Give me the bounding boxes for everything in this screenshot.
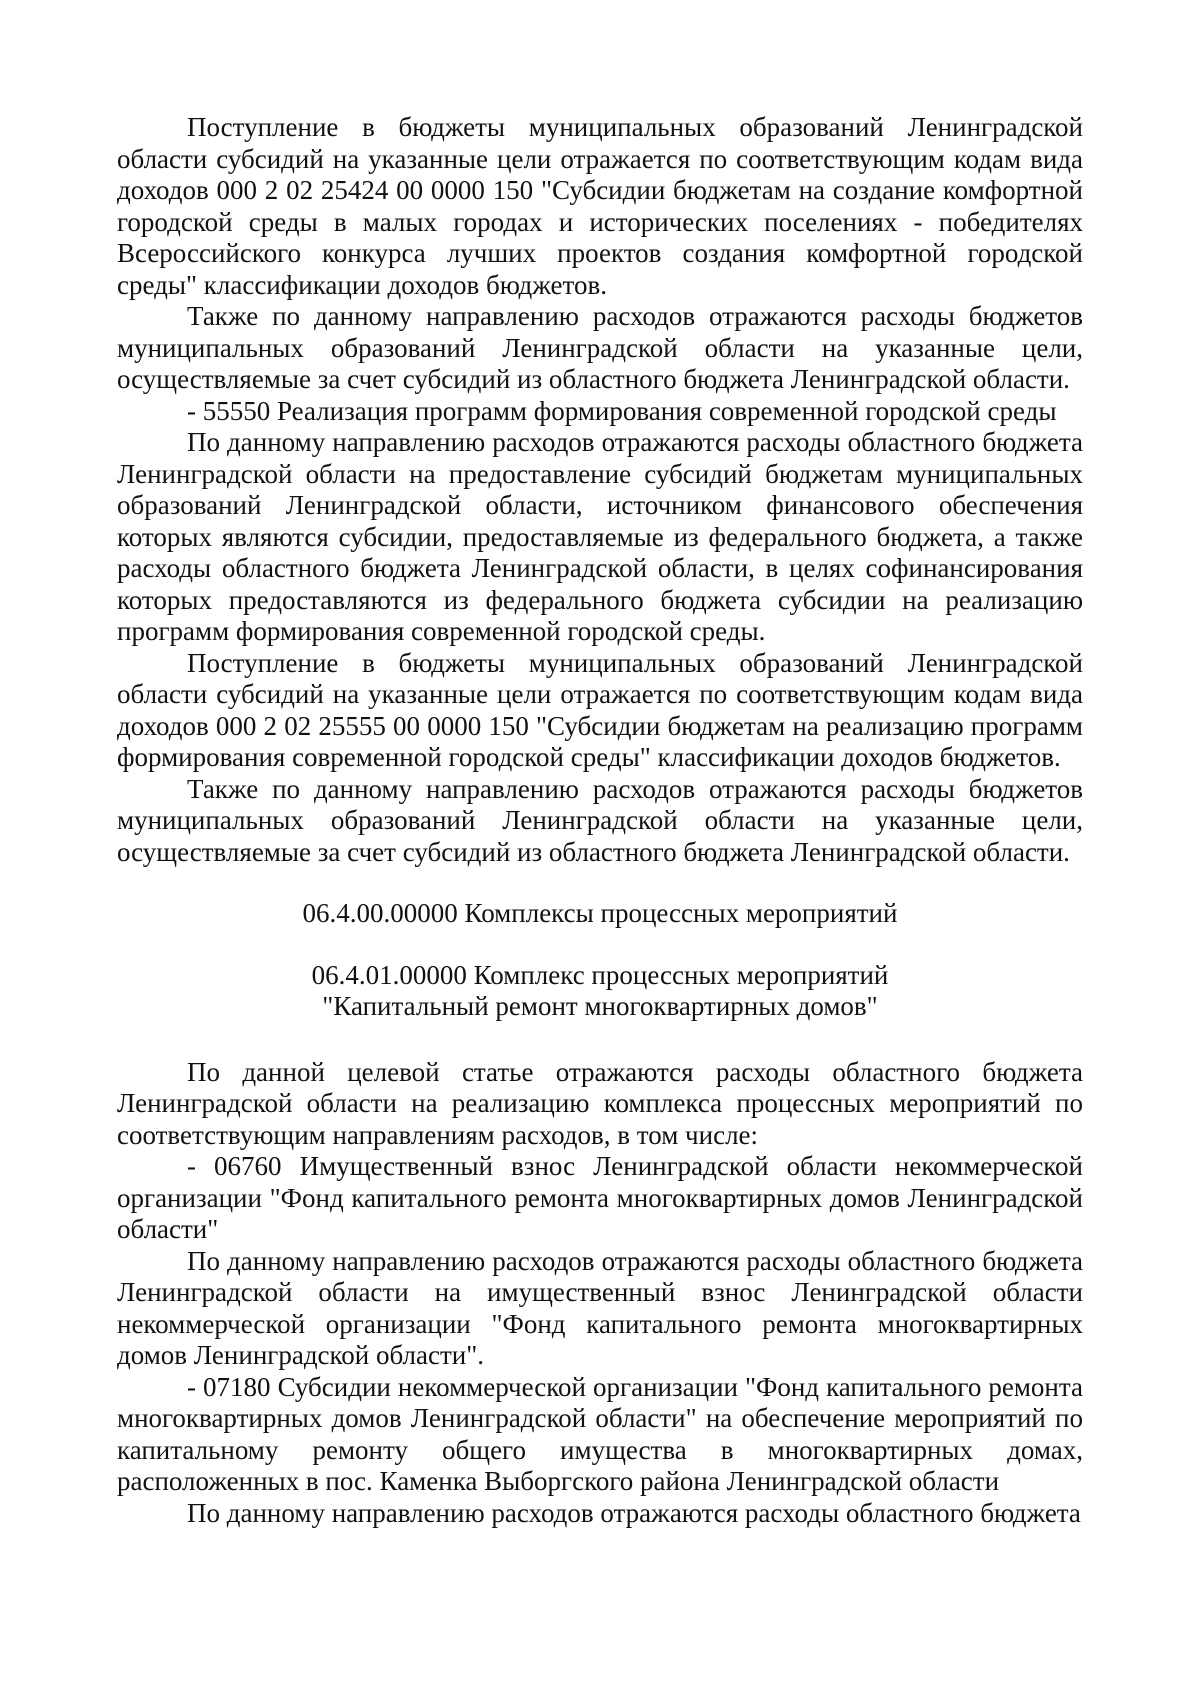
document-page [117, 112, 1083, 1529]
paragraph-direction-06760: По данному направлению расходов отражаются расходы областного бюджета Ленинградской области на имущественный взнос Ленинградской области некоммерческой организации "Фонд капитального ремонта многоквартирных домов Ленинградской области". [117, 1245, 1083, 1370]
paragraph-municipal-expenses-2: Также по данному направлению расходов отражаются расходы бюджетов муниципальных образований Ленинградской области на указанные цели, осуществляемые за счет субсидий из областного бюджета Ленинградской области. [117, 773, 1083, 867]
paragraph-income-code-25424: Поступление в бюджеты муниципальных образований Ленинградской области субсидий на указанные цели отражается по соответствующим кодам вида доходов 000 2 02 25424 00 0000 150 "Субсидии бюджетам на создание комфортной городской среды в малых городах и исторических поселениях - победителях Всероссийского конкурса лучших проектов создания комфортной городской среды" классификации доходов бюджетов. [117, 112, 1083, 300]
item-07180: - 07180 Субсидии некоммерческой организации "Фонд капитального ремонта многоквартирных домов Ленинградской области" на обеспечение мероприятий по капитальному ремонту общего имущества в многоквартирных домах, расположенных в пос. Каменка Выборгского района Ленинградской области [117, 1371, 1083, 1496]
item-06760: - 06760 Имущественный взнос Ленинградской области некоммерческой организации "Фонд капитального ремонта многоквартирных домов Ленинградской области" [117, 1151, 1083, 1244]
paragraph-direction-55550: По данному направлению расходов отражаются расходы областного бюджета Ленинградской области на предоставление субсидий бюджетам муниципальных образований Ленинградской области, источником финансового обеспечения которых являются субсидии, предоставляемые из федерального бюджета, а также расходы областного бюджета Ленинградской области, в целях софинансирования которых предоставляются из федерального бюджета субсидии на реализацию программ формирования современной городской среды. [117, 427, 1083, 646]
paragraph-target-article: По данной целевой статье отражаются расходы областного бюджета Ленинградской области на реализацию комплекса процессных мероприятий по соответствующим направлениям расходов, в том числе: [117, 1056, 1083, 1150]
paragraph-municipal-expenses-1: Также по данному направлению расходов отражаются расходы бюджетов муниципальных образований Ленинградской области на указанные цели, осуществляемые за счет субсидий из областного бюджета Ленинградской области. [117, 301, 1083, 394]
paragraph-income-code-25555: Поступление в бюджеты муниципальных образований Ленинградской области субсидий на указанные цели отражается по соответствующим кодам вида доходов 000 2 02 25555 00 0000 150 "Субсидии бюджетам на реализацию программ формирования современной городской среды" классификации доходов бюджетов. [117, 647, 1083, 772]
section-heading-06-4-01: 06.4.01.00000 Комплекс процессных мероприятий [311, 959, 889, 990]
section-heading-06-4-00: 06.4.00.00000 Комплексы процессных мероприятий [302, 898, 898, 928]
section-heading-06-4-01-title: "Капитальный ремонт многоквартирных домов" [322, 991, 878, 1021]
item-55550: - 55550 Реализация программ формирования современной городской среды [187, 395, 1057, 426]
paragraph-direction-07180: По данному направлению расходов отражаются расходы областного бюджета [187, 1497, 1081, 1528]
